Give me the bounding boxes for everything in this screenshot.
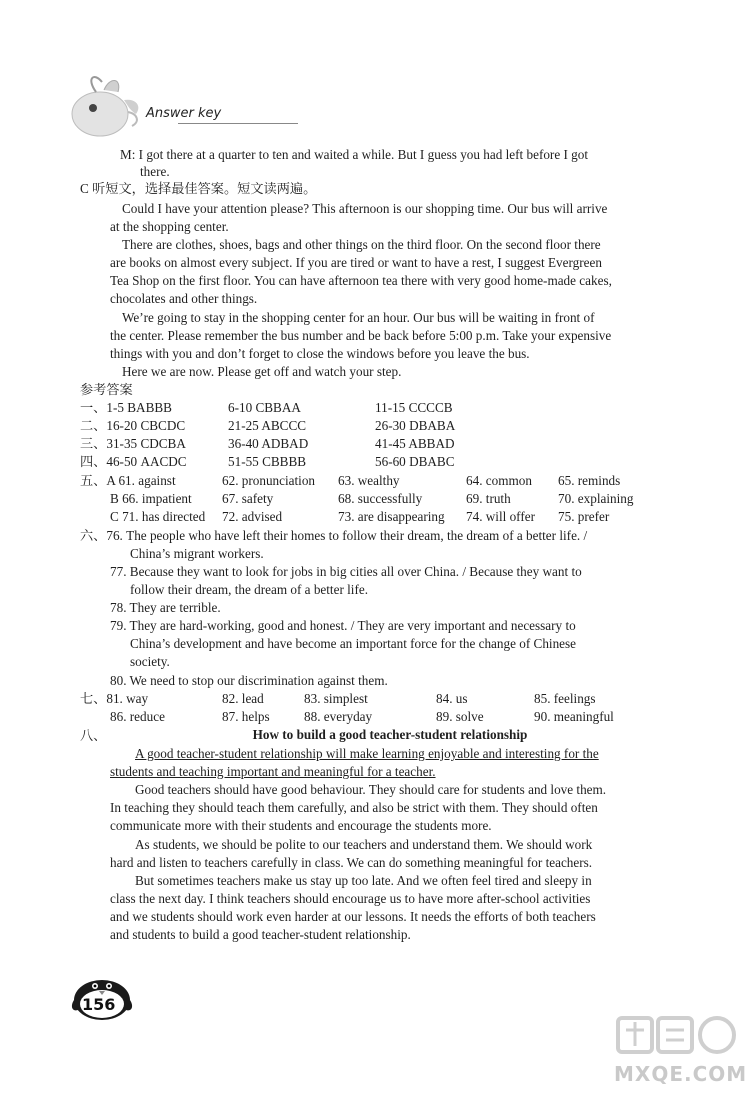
answer-cell: 83. simplest	[304, 691, 368, 706]
transcript-paragraph: things with you and don’t forget to close the windows before you leave the bus.	[110, 346, 530, 361]
answer-78: 78. They are terrible.	[110, 600, 221, 615]
header-rule	[178, 123, 298, 124]
answer-cell: 26-30 DBABA	[375, 418, 456, 433]
answer-cell: 88. everyday	[304, 709, 373, 724]
answer-cell: 72. advised	[222, 509, 283, 524]
answer-cell: C 71. has directed	[110, 509, 206, 524]
answer-cell: 65. reminds	[558, 473, 621, 488]
answer-cell: 87. helps	[222, 709, 270, 724]
answer-cell: 82. lead	[222, 691, 264, 706]
section-c-heading: C 听短文，选择最佳答案。短文读两遍。	[80, 181, 317, 196]
transcript-paragraph: We’re going to stay in the shopping center for an hour. Our bus will be waiting in front of	[122, 310, 595, 325]
transcript-m-line: M: I got there at a quarter to ten and waited a while. But I guess you had left before I got	[120, 147, 589, 162]
header	[66, 70, 246, 140]
answer-cell: 一、1-5 BABBB	[80, 400, 172, 415]
transcript-paragraph: chocolates and other things.	[110, 291, 258, 306]
transcript-paragraph: are books on almost every subject. If you are tired or want to have a rest, I suggest Evergreen	[110, 255, 602, 270]
answer-76: 六、76. The people who have left their homes to follow their dream, the dream of a better life. /	[80, 528, 588, 543]
answer-cell: 62. pronunciation	[222, 473, 316, 488]
transcript-paragraph: at the shopping center.	[110, 219, 229, 234]
answer-cell: 51-55 CBBBB	[228, 454, 307, 469]
watermark-text: MXQE.COM	[614, 1062, 748, 1086]
section-8-label: 八、	[80, 728, 107, 743]
answer-79-cont: China’s development and have become an important force for the change of Chinese	[130, 636, 577, 651]
answer-77: 77. Because they want to look for jobs in big cities all over China. / Because they want to	[110, 564, 582, 579]
answer-cell: 七、81. way	[80, 691, 149, 706]
answer-cell: 64. common	[466, 473, 532, 488]
answer-key-label: Answer key	[146, 106, 222, 121]
answer-cell: 68. successfully	[338, 491, 423, 506]
answer-cell: 86. reduce	[110, 709, 165, 724]
answer-cell: 63. wealthy	[338, 473, 400, 488]
essay-paragraph: class the next day. I think teachers should encourage us to have more after-school activities	[110, 891, 591, 906]
answer-77-cont: follow their dream, the dream of a better life.	[130, 582, 369, 597]
answer-cell: 90. meaningful	[534, 709, 614, 724]
essay-paragraph: communicate more with their students and encourage the students more.	[110, 818, 492, 833]
transcript-paragraph: Could I have your attention please? This afternoon is our shopping time. Our bus will arrive	[122, 201, 608, 216]
answer-cell: 69. truth	[466, 491, 511, 506]
transcript-paragraph: the center. Please remember the bus number and be back before 5:00 p.m. Take your expensive	[110, 328, 612, 343]
essay-paragraph: and we students should work even harder at our lessons. It needs the efforts of both teachers	[110, 909, 596, 924]
answer-cell: 85. feelings	[534, 691, 596, 706]
answers-heading: 参考答案	[80, 382, 133, 397]
essay-title: How to build a good teacher-student relationship	[252, 727, 528, 742]
essay-paragraph: students and teaching important and meaningful for a teacher.	[110, 764, 436, 779]
answer-cell: 41-45 ABBAD	[375, 436, 455, 451]
answer-80: 80. We need to stop our discrimination against them.	[110, 673, 388, 688]
essay-paragraph: and students to build a good teacher-student relationship.	[110, 927, 411, 942]
essay-paragraph: As students, we should be polite to our teachers and understand them. We should work	[135, 837, 593, 852]
answer-79: 79. They are hard-working, good and honest. / They are very important and necessary to	[110, 618, 576, 633]
answer-cell: 74. will offer	[466, 509, 535, 524]
answer-cell: 89. solve	[436, 709, 484, 724]
answer-cell: 11-15 CCCCB	[375, 400, 453, 415]
answer-76-cont: China’s migrant workers.	[130, 546, 264, 561]
answer-cell: 67. safety	[222, 491, 274, 506]
essay-paragraph: In teaching they should teach them carefully, and also be strict with them. They should often	[110, 800, 598, 815]
answer-cell: 21-25 ABCCC	[228, 418, 307, 433]
answer-cell: 6-10 CBBAA	[228, 400, 301, 415]
essay-paragraph: A good teacher-student relationship will make learning enjoyable and interesting for the	[135, 746, 599, 761]
essay-paragraph: Good teachers should have good behaviour. They should care for students and love them.	[135, 782, 607, 797]
answer-cell: 84. us	[436, 691, 468, 706]
fruit-icon	[66, 70, 156, 140]
answer-cell: 四、46-50 AACDC	[80, 454, 187, 469]
essay-paragraph: But sometimes teachers make us stay up too late. And we often feel tired and sleepy in	[135, 873, 592, 888]
answer-cell: B 66. impatient	[110, 491, 192, 506]
answer-cell: 73. are disappearing	[338, 509, 445, 524]
transcript-m-line-cont: there.	[140, 164, 170, 179]
answer-cell: 56-60 DBABC	[375, 454, 455, 469]
answer-cell: 三、31-35 CDCBA	[80, 436, 186, 451]
answer-cell: 70. explaining	[558, 491, 634, 506]
transcript-paragraph: Tea Shop on the first floor. You can have afternoon tea there with very good home-made cakes,	[110, 273, 612, 288]
answer-79-cont: society.	[130, 654, 170, 669]
answer-cell: 75. prefer	[558, 509, 610, 524]
essay-paragraph: hard and listen to teachers carefully in class. We can do something meaningful for teachers.	[110, 855, 593, 870]
page-number: 156	[82, 995, 116, 1014]
transcript-paragraph: Here we are now. Please get off and watch your step.	[122, 364, 402, 379]
answer-cell: 36-40 ADBAD	[228, 436, 309, 451]
answer-cell: 五、A 61. against	[80, 473, 176, 488]
transcript-paragraph: There are clothes, shoes, bags and other things on the third floor. On the second floor there	[122, 237, 601, 252]
answer-cell: 二、16-20 CBCDC	[80, 418, 186, 433]
